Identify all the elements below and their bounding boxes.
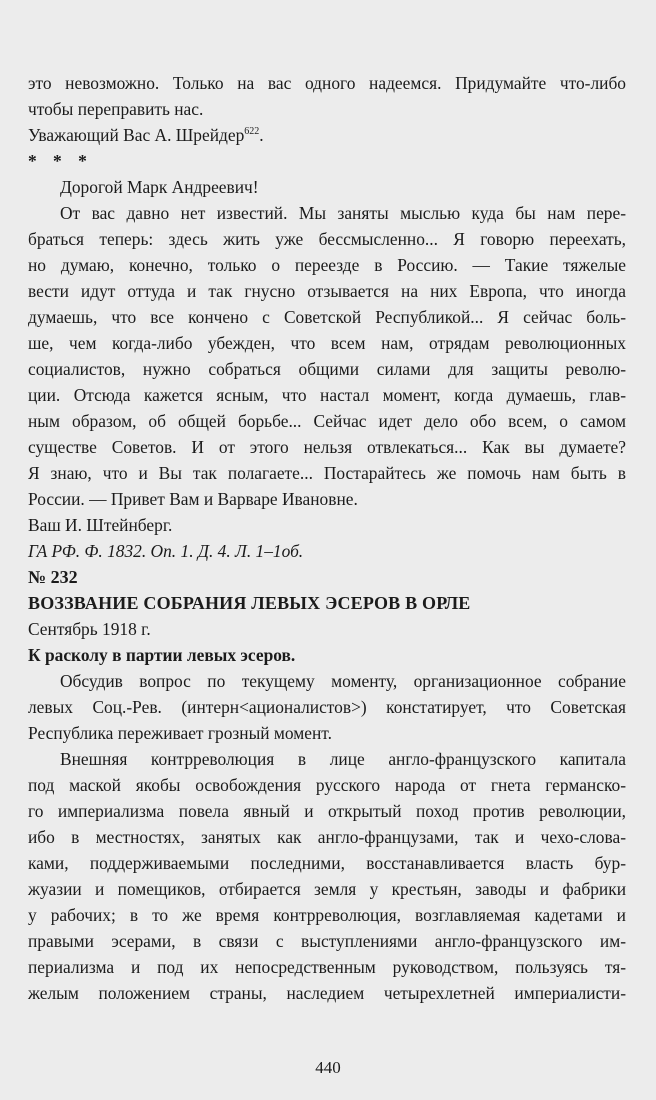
text-line: левых Соц.-Рев. (интерн<ационалистов>) констатирует, что Советская bbox=[28, 697, 626, 717]
footnote-ref: 622 bbox=[244, 126, 260, 138]
text-line: Я знаю, что и Вы так полагаете... Постарайтесь же помочь нам быть в bbox=[28, 463, 626, 483]
paragraph-1 bbox=[28, 668, 626, 746]
document-title: ВОЗЗВАНИЕ СОБРАНИЯ ЛЕВЫХ ЭСЕРОВ В ОРЛЕ bbox=[28, 593, 471, 613]
text-line: это невозможно. Только на вас одного надеемся. Придумайте что-либо bbox=[28, 73, 626, 93]
text-line: От вас давно нет известий. Мы заняты мыслью куда бы нам пере- bbox=[60, 203, 626, 223]
text-line: периализма и под их непосредственным руководством, пользуясь тя- bbox=[28, 957, 626, 977]
text-line: го империализма повела явный и открытый поход против революции, bbox=[28, 801, 626, 821]
letter-signature-shreider: Уважающий Вас А. Шрейдер$^{622}$. bbox=[28, 125, 264, 145]
text-line: Внешняя контрреволюция в лице англо-французского капитала bbox=[60, 749, 626, 769]
letter-signature-steinberg: Ваш И. Штейнберг. bbox=[28, 515, 173, 535]
text-line: социалистов, нужно собраться общими силами для защиты револю- bbox=[28, 359, 626, 379]
text-line: ибо в местностях, занятых как англо-французами, так и чехо-слова- bbox=[28, 827, 626, 847]
text-line: желым положением страны, наследием четырехлетней империалисти- bbox=[28, 983, 626, 1003]
document-date: Сентябрь 1918 г. bbox=[28, 619, 151, 639]
letter-body bbox=[28, 200, 626, 512]
document-subheading: К расколу в партии левых эсеров. bbox=[28, 645, 296, 665]
paragraph-2 bbox=[28, 746, 626, 1006]
letter-greeting: Дорогой Марк Андреевич! bbox=[60, 177, 259, 197]
text-line: Обсудив вопрос по текущему моменту, организационное собрание bbox=[60, 671, 626, 691]
archive-reference: ГА РФ. Ф. 1832. Оп. 1. Д. 4. Л. 1–1об. bbox=[28, 541, 304, 561]
text-line: чтобы переправить нас. bbox=[28, 99, 204, 119]
text-line: думаешь, что все кончено с Советской Республикой... Я сейчас боль- bbox=[28, 307, 626, 327]
page-body bbox=[28, 70, 626, 1006]
text-line: браться теперь: здесь жить уже бессмысленно... Я говорю переехать, bbox=[28, 229, 626, 249]
text-line: под маской якобы освобождения русского народа от гнета германско- bbox=[28, 775, 626, 795]
text-line: ше, чем когда-либо убежден, что всем нам, отрядам революционных bbox=[28, 333, 626, 353]
text-line: вести идут оттуда и так гнусно отзывается на них Европа, что иногда bbox=[28, 281, 626, 301]
text-line: но думаю, конечно, только о переезде в Россию. — Такие тяжелые bbox=[28, 255, 626, 275]
text-line: Республика переживает грозный момент. bbox=[28, 723, 332, 743]
text-line: существе Советов. И от этого нельзя отвлекаться... Как вы думаете? bbox=[28, 437, 626, 457]
document-number: № 232 bbox=[28, 567, 78, 587]
text-line: жуазии и помещиков, отбирается земля у крестьян, заводы и фабрики bbox=[28, 879, 626, 899]
text-line: ции. Отсюда кажется ясным, что настал момент, когда думаешь, глав- bbox=[28, 385, 626, 405]
text-line: ками, поддерживаемыми последними, восстанавливается власть бур- bbox=[28, 853, 626, 873]
section-separator: * * * bbox=[28, 151, 93, 171]
page-number: 440 bbox=[315, 1058, 341, 1077]
text-line: правыми эсерами, в связи с выступлениями англо-французского им- bbox=[28, 931, 626, 951]
text-line: у рабочих; в то же время контрреволюция, возглавляемая кадетами и bbox=[28, 905, 626, 925]
text-line: ным образом, об общей борьбе... Сейчас идет дело обо всем, о самом bbox=[28, 411, 626, 431]
text-line: России. — Привет Вам и Варваре Ивановне. bbox=[28, 489, 358, 509]
letter-end-text bbox=[28, 70, 626, 122]
